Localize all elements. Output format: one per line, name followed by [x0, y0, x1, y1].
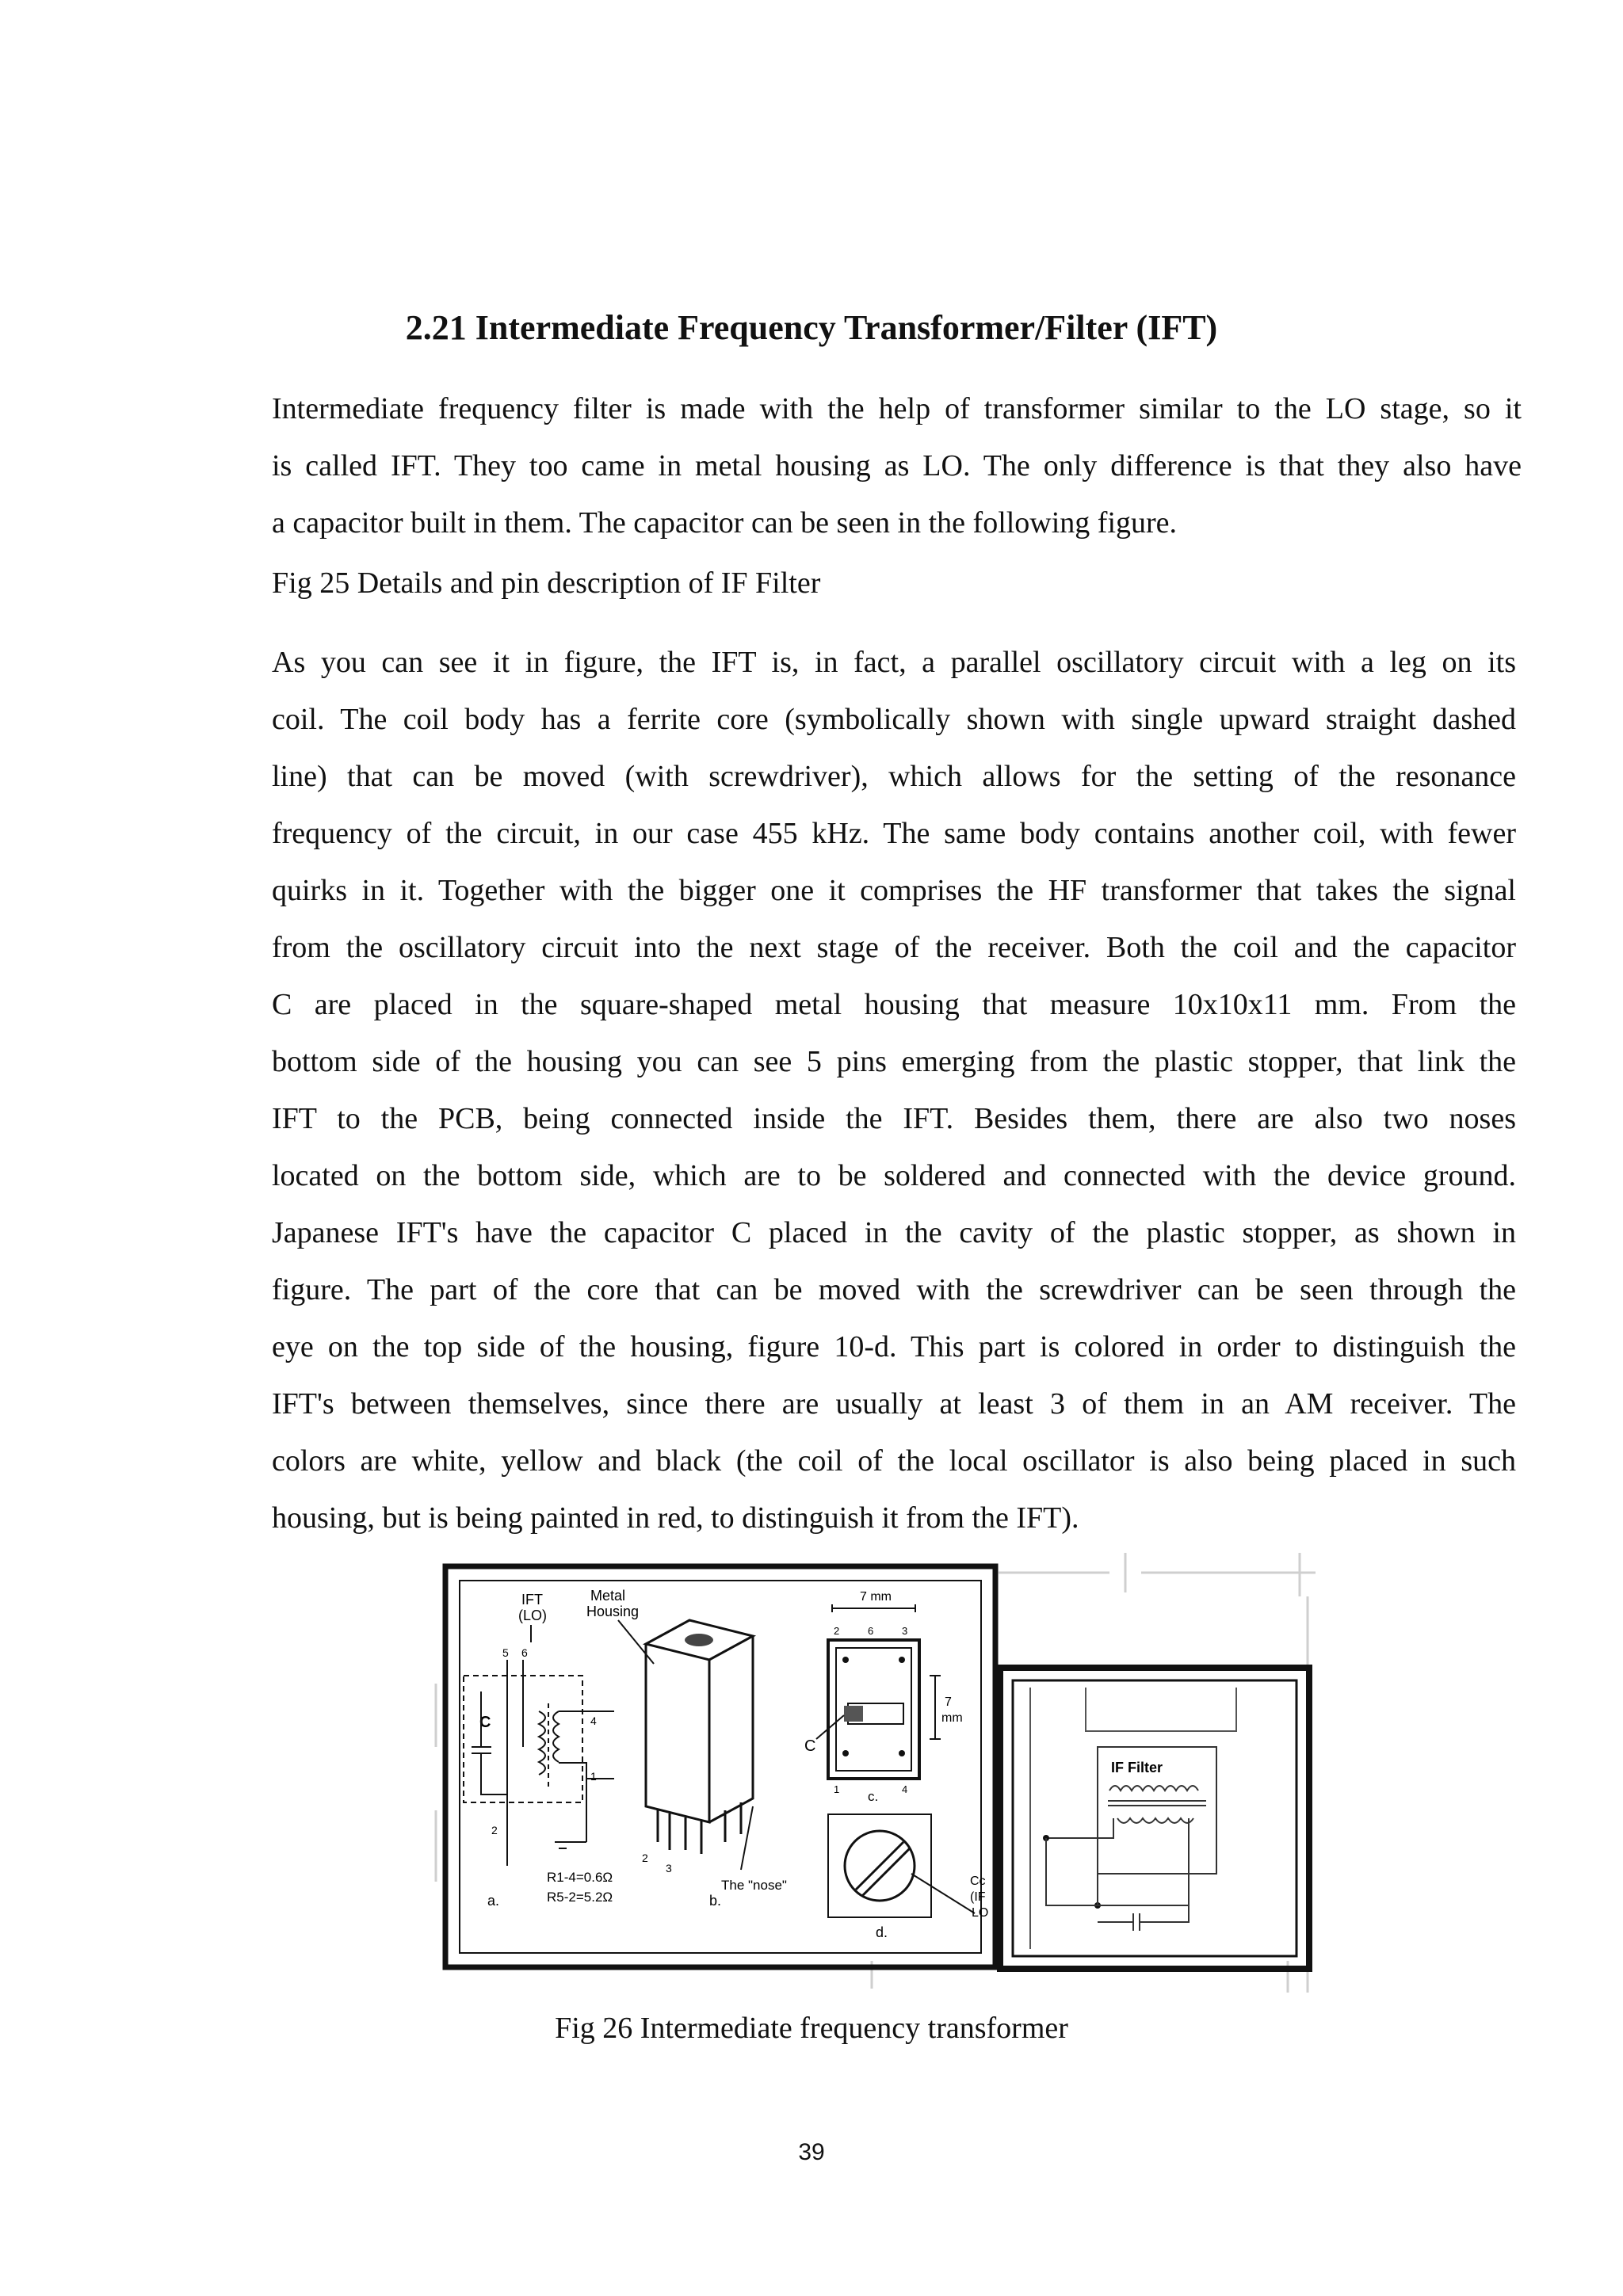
- page-number: 39: [798, 2139, 825, 2165]
- ift-diagram: [428, 1549, 1323, 1993]
- label-part-b: b.: [709, 1893, 722, 1909]
- text-line: bottom side of the housing you can see 5 pins emerging from the plastic stopper, that link the: [272, 1045, 1516, 1078]
- text-line: eye on the top side of the housing, figure 10-d. This part is colored in order to distinguish the: [272, 1330, 1516, 1363]
- label-dim-unit: mm: [941, 1711, 963, 1725]
- text-line: figure. The part of the core that can be moved with the screwdriver can be seen through the: [272, 1273, 1516, 1306]
- label-nose: The "nose": [721, 1878, 787, 1893]
- label-cc: Cc: [970, 1875, 986, 1888]
- text-line: As you can see it in figure, the IFT is, in fact, a parallel oscillatory circuit with a leg on its: [272, 646, 1516, 679]
- text-line: frequency of the circuit, in our case 455 kHz. The same body contains another coil, with fewer: [272, 817, 1516, 850]
- pin-label-5: 5: [502, 1646, 509, 1659]
- text-line: colors are white, yellow and black (the coil of the local oscillator is also being placed in such: [272, 1444, 1516, 1478]
- label-part-c: c.: [868, 1789, 879, 1804]
- pin-label-6: 6: [521, 1646, 528, 1659]
- label-if-filter: IF Filter: [1111, 1760, 1163, 1775]
- bottom-view-c: [804, 1590, 963, 1804]
- schematic-a: [464, 1592, 614, 1909]
- text-line: line) that can be moved (with screwdriver), which allows for the setting of the resonance: [272, 760, 1516, 793]
- label-dim-top: 7 mm: [860, 1590, 892, 1604]
- pin-label-3b: 3: [666, 1862, 672, 1875]
- label-cc-lo: LO: [972, 1906, 989, 1920]
- label-lo: (LO): [518, 1608, 547, 1623]
- text-line: quirks in it. Together with the bigger one it comprises the HF transformer that takes the signal: [272, 874, 1516, 907]
- text-line: IFT to the PCB, being connected inside the IFT. Besides them, there are also two noses: [272, 1102, 1516, 1135]
- text-line: Intermediate frequency filter is made with the help of transformer similar to the LO stage, so it: [272, 392, 1522, 425]
- text-line: Japanese IFT's have the capacitor C placed in the cavity of the plastic stopper, as shown in: [272, 1216, 1516, 1249]
- text-line: from the oscillatory circuit into the next stage of the receiver. Both the coil and the capacitor: [272, 931, 1516, 964]
- if-filter-schematic: [1030, 1688, 1236, 1949]
- text-line: is called IFT. They too came in metal housing as LO. The only difference is that they also have: [272, 449, 1522, 482]
- label-r1: R1-4=0.6Ω: [547, 1870, 613, 1885]
- label-housing: Housing: [586, 1604, 640, 1619]
- paragraph-description: [272, 634, 1516, 1547]
- pin-label-1c: 1: [834, 1783, 840, 1795]
- pin-label-2b: 2: [642, 1852, 648, 1864]
- pin-label-6c: 6: [868, 1625, 874, 1637]
- label-part-a: a.: [487, 1893, 500, 1909]
- label-cc-if: (IF: [970, 1890, 986, 1904]
- fig25-caption: Fig 25 Details and pin description of IF Filter: [272, 566, 821, 600]
- section-heading: 2.21 Intermediate Frequency Transformer/Filter (IFT): [405, 308, 1218, 347]
- label-metal: Metal: [590, 1588, 626, 1604]
- text-line: C are placed in the square-shaped metal housing that measure 10x10x11 mm. From the: [272, 988, 1516, 1021]
- label-dim-side: 7: [945, 1695, 952, 1709]
- text-line: housing, but is being painted in red, to distinguish it from the IFT).: [272, 1501, 1079, 1535]
- pin-label-4: 4: [590, 1714, 597, 1727]
- text-line: coil. The coil body has a ferrite core (symbolically shown with single upward straight dashed: [272, 703, 1516, 736]
- text-line: IFT's between themselves, since there are usually at least 3 of them in an AM receiver. The: [272, 1387, 1516, 1421]
- label-r2: R5-2=5.2Ω: [547, 1890, 613, 1905]
- label-part-d: d.: [876, 1924, 888, 1940]
- fig26-figure: [428, 1549, 1323, 1993]
- pin-label-2: 2: [491, 1824, 498, 1836]
- label-cap-a: C: [479, 1714, 491, 1731]
- text-line: located on the bottom side, which are to be soldered and connected with the device ground.: [272, 1159, 1516, 1192]
- pin-label-3c: 3: [902, 1625, 908, 1637]
- text-line: a capacitor built in them. The capacitor can be seen in the following figure.: [272, 506, 1178, 540]
- pin-label-4c: 4: [902, 1783, 908, 1795]
- fig26-caption: Fig 26 Intermediate frequency transformer: [555, 2012, 1068, 2045]
- label-ift: IFT: [521, 1592, 543, 1608]
- pin-label-1: 1: [590, 1770, 597, 1783]
- label-cap-c: C: [804, 1737, 816, 1755]
- paragraph-intro: [272, 380, 1522, 551]
- top-view-d: [828, 1814, 988, 1940]
- pin-label-2c: 2: [834, 1625, 840, 1637]
